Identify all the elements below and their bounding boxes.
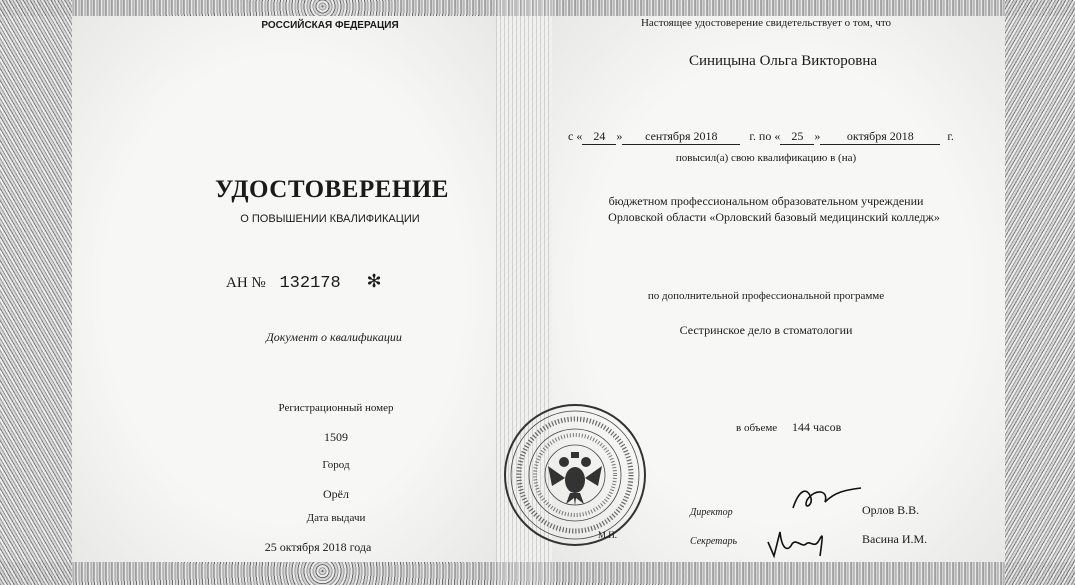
period-from-prefix: с « (568, 129, 583, 143)
frame-top (0, 0, 1075, 16)
doc-kind: Документ о квалификации (266, 330, 402, 344)
institution-line2: Орловской области «Орловский базовый медицинский колледж» (608, 210, 940, 224)
period-to-close: » (814, 129, 821, 143)
reg-number: 1509 (324, 430, 348, 444)
series-label: АН № (226, 275, 266, 291)
city-label: Город (322, 459, 350, 471)
qualification-text: повысил(а) свою квалификацию в (на) (675, 152, 857, 164)
period-to-day: 25 (780, 129, 814, 145)
secretary-signature-icon (762, 522, 832, 562)
institution-line1: бюджетном профессиональном образовательном учреждении (608, 194, 924, 208)
period-g2: г. (947, 129, 954, 143)
program-name: Сестринское дело в стоматологии (679, 323, 853, 337)
volume-row (736, 420, 841, 435)
frame-right (1005, 0, 1075, 585)
series-row (226, 271, 382, 293)
program-label: по дополнительной профессиональной программе (647, 290, 885, 302)
period-from-month: сентября 2018 (622, 129, 740, 145)
period-from-day: 24 (582, 129, 616, 145)
intro-text: Настоящее удостоверение свидетельствует о том, что (640, 17, 892, 29)
frame-bottom (0, 562, 1075, 585)
frame-left (0, 0, 72, 585)
doc-subtitle: О ПОВЫШЕНИИ КВАЛИФИКАЦИИ (240, 213, 420, 225)
period-to-month: октября 2018 (820, 129, 940, 145)
city: Орёл (323, 487, 349, 501)
asterisk-icon: ✻ (366, 271, 382, 291)
stamp-mark: М.П. (598, 530, 618, 540)
secretary-name: Васина И.М. (862, 532, 928, 546)
issue-date: 25 октября 2018 года (264, 540, 372, 554)
director-label: Директор (690, 507, 733, 518)
secretary-label: Секретарь (690, 536, 738, 547)
doc-title: УДОСТОВЕРЕНИЕ (215, 176, 449, 203)
period-row (568, 129, 954, 145)
director-name: Орлов В.В. (862, 503, 920, 517)
reg-number-label: Регистрационный номер (278, 402, 394, 414)
country-label: РОССИЙСКАЯ ФЕДЕРАЦИЯ (261, 20, 399, 31)
period-from-close: » (616, 129, 623, 143)
issue-date-label: Дата выдачи (306, 512, 366, 524)
director-signature-icon (785, 480, 865, 516)
volume-value: 144 часов (791, 420, 842, 434)
series-number: 132178 (279, 274, 341, 293)
official-stamp-icon (500, 400, 650, 550)
volume-label: в объеме (736, 422, 778, 434)
full-name: Синицына Ольга Викторовна (688, 53, 878, 69)
period-g1: г. по « (749, 129, 781, 143)
